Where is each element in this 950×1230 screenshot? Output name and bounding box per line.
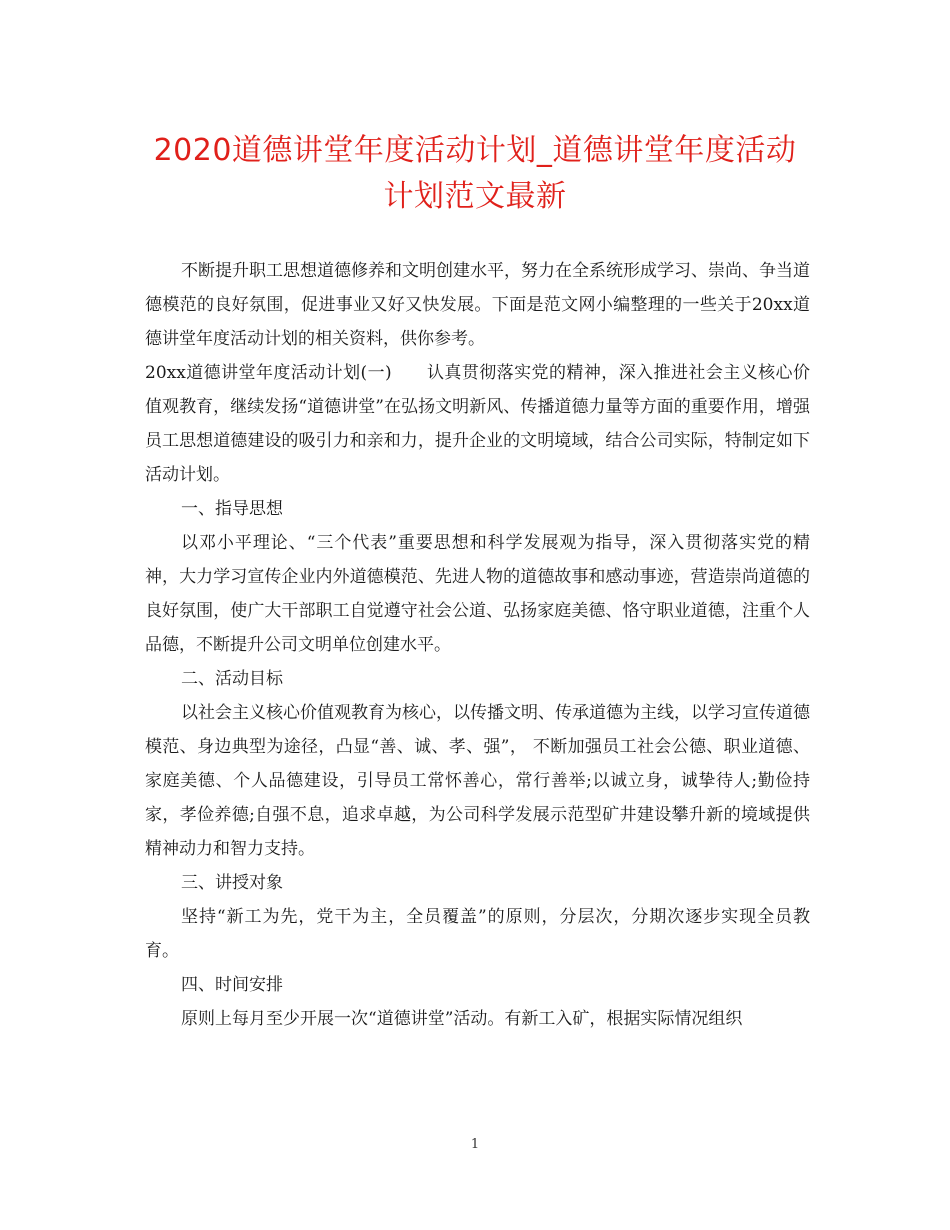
section-heading-audience: 三、讲授对象: [181, 873, 283, 893]
paragraph-guiding-ideology: 以邓小平理论、“三个代表”重要思想和科学发展观为指导，深入贯彻落实党的精神，大力学习宣传企业内外道德模范、先进人物的道德故事和感动事迹，营造崇尚道德的良好氛围，使广大干部职工自觉遵守社会公道、弘扬家庭美德、恪守职业道德，注重个人品德，不断提升公司文明单位创建水平。: [145, 533, 810, 655]
page-number: 1: [470, 1137, 480, 1152]
section-heading-activity-goals: 二、活动目标: [181, 669, 283, 689]
document-title: 2020道德讲堂年度活动计划_道德讲堂年度活动计划范文最新: [153, 133, 797, 214]
section-heading-schedule: 四、时间安排: [181, 975, 283, 995]
document-body: [145, 254, 810, 1036]
paragraph-intro: 不断提升职工思想道德修养和文明创建水平，努力在全系统形成学习、崇尚、争当道德模范的良好氛围，促进事业又好又快发展。下面是范文网小编整理的一些关于20xx道德讲堂年度活动计划的相关资料，供你参考。: [145, 261, 810, 349]
paragraph-audience: 坚持“新工为先，党干为主，全员覆盖”的原则，分层次，分期次逐步实现全员教育。: [145, 907, 810, 961]
paragraph-activity-goals: 以社会主义核心价值观教育为核心，以传播文明、传承道德为主线，以学习宣传道德模范、身边典型为途径，凸显“善、诚、孝、强”， 不断加强员工社会公德、职业道德、家庭美德、个人品德建设，引导员工常怀善心，常行善举;以诚立身，诚挚待人;勤俭持家，孝俭养德;自强不息，追求卓越，为公司科学发展示范型矿井建设攀升新的境域提供精神动力和智力支持。: [145, 703, 810, 859]
paragraph-schedule: 原则上每月至少开展一次“道德讲堂”活动。有新工入矿，根据实际情况组织: [181, 1009, 743, 1029]
paragraph-plan-one: 20xx道德讲堂年度活动计划(一) 认真贯彻落实党的精神，深入推进社会主义核心价值观教育，继续发扬“道德讲堂”在弘扬文明新风、传播道德力量等方面的重要作用，增强员工思想道德建设的吸引力和亲和力，提升企业的文明境域，结合公司实际，特制定如下活动计划。: [145, 363, 810, 485]
section-heading-guiding-ideology: 一、指导思想: [181, 499, 283, 519]
